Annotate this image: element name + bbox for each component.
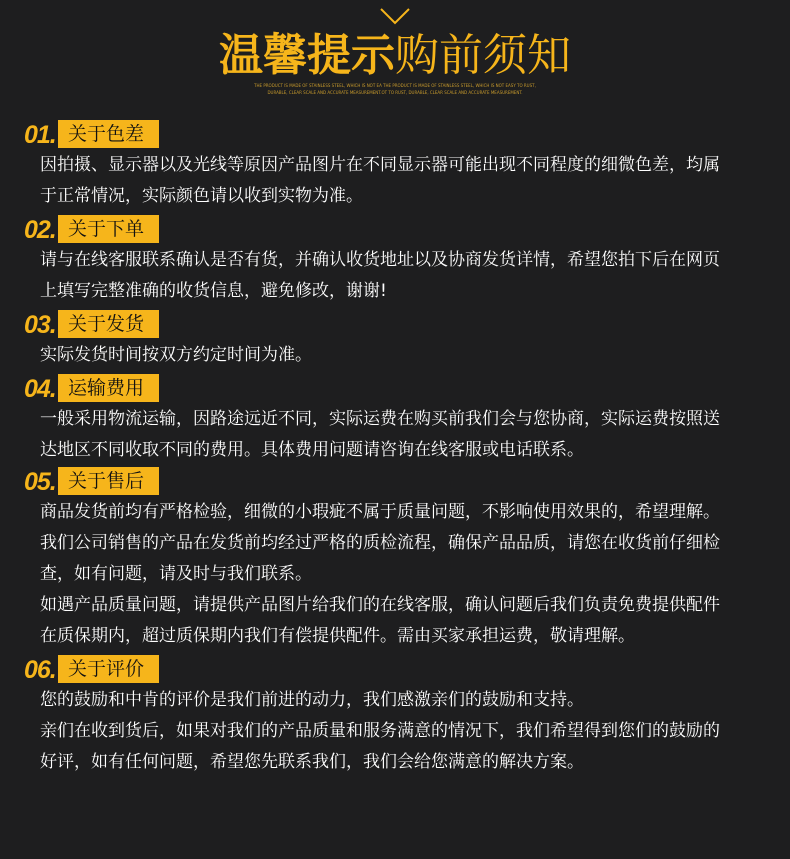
- section-number: 05.: [24, 468, 56, 496]
- section-text-line: 查，如有问题，请及时与我们联系。: [40, 564, 312, 584]
- section-text-line: 于正常情况，实际颜色请以收到实物为准。: [40, 186, 363, 206]
- section-text-line: 实际发货时间按双方约定时间为准。: [40, 345, 312, 365]
- title-thin: 购前须知: [395, 30, 571, 81]
- section-number: 02.: [24, 216, 56, 244]
- section-text-line: 亲们在收到货后，如果对我们的产品质量和服务满意的情况下，我们希望得到您们的鼓励的: [40, 721, 720, 741]
- section-number: 06.: [24, 656, 56, 684]
- subtitle-line-2: DURABLE, CLEAR SCALE AND ACCURATE MEASUREMENT.OT TO RUST, DURABLE, CLEAR SCALE AND ACCURATE MEASUREMENT.: [267, 90, 523, 95]
- section-text-line: 在质保期内，超过质保期内我们有偿提供配件。需由买家承担运费，敬请理解。: [40, 626, 635, 646]
- section-header: [24, 310, 764, 340]
- page-title: [0, 28, 790, 84]
- section-number: 01.: [24, 121, 56, 149]
- section-text-line: 达地区不同收取不同的费用。具体费用问题请咨询在线客服或电话联系。: [40, 440, 584, 460]
- page-subtitle: [0, 82, 790, 96]
- section-text-line: 我们公司销售的产品在发货前均经过严格的质检流程，确保产品品质，请您在收货前仔细检: [40, 533, 720, 553]
- subtitle-line-1: THE PRODUCT IS MADE OF STAINLESS STEEL, WHICH IS NOT EA THE PRODUCT IS MADE OF STAINLESS STEEL, WHICH IS NOT EASY TO RUST,: [254, 83, 536, 88]
- section-tag: 关于评价: [58, 655, 159, 683]
- section-tag: 关于色差: [58, 120, 159, 148]
- section-tag: 关于发货: [58, 310, 159, 338]
- section-text-line: 一般采用物流运输，因路途远近不同，实际运费在购买前我们会与您协商，实际运费按照送: [40, 409, 720, 429]
- section-number: 04.: [24, 375, 56, 403]
- section-text-line: 您的鼓励和中肯的评价是我们前进的动力，我们感激亲们的鼓励和支持。: [40, 690, 584, 710]
- section-text-line: 上填写完整准确的收货信息，避免修改，谢谢!: [40, 281, 387, 301]
- section-text-line: 因拍摄、显示器以及光线等原因产品图片在不同显示器可能出现不同程度的细微色差，均属: [40, 155, 720, 175]
- section-header: [24, 215, 764, 245]
- section-text-line: 商品发货前均有严格检验，细微的小瑕疵不属于质量问题，不影响使用效果的，希望理解。: [40, 502, 720, 522]
- section-text-line: 好评，如有任何问题，希望您先联系我们，我们会给您满意的解决方案。: [40, 752, 584, 772]
- section-shipping: [24, 310, 764, 371]
- section-text-line: 请与在线客服联系确认是否有货，并确认收货地址以及协商发货详情，希望您拍下后在网页: [40, 250, 720, 270]
- section-reviews: [24, 655, 764, 778]
- section-color-difference: [24, 120, 764, 212]
- section-tag: 关于售后: [58, 467, 159, 495]
- title-bold: 温馨提示: [219, 30, 395, 81]
- section-header: [24, 467, 764, 497]
- section-freight-cost: [24, 374, 764, 466]
- section-ordering: [24, 215, 764, 307]
- section-text-line: 如遇产品质量问题，请提供产品图片给我们的在线客服，确认问题后我们负责免费提供配件: [40, 595, 720, 615]
- section-header: [24, 374, 764, 404]
- section-header: [24, 655, 764, 685]
- section-number: 03.: [24, 311, 56, 339]
- section-header: [24, 120, 764, 150]
- section-tag: 运输费用: [58, 374, 159, 402]
- chevron-down-icon: [380, 8, 410, 26]
- section-tag: 关于下单: [58, 215, 159, 243]
- section-after-sales: [24, 467, 764, 652]
